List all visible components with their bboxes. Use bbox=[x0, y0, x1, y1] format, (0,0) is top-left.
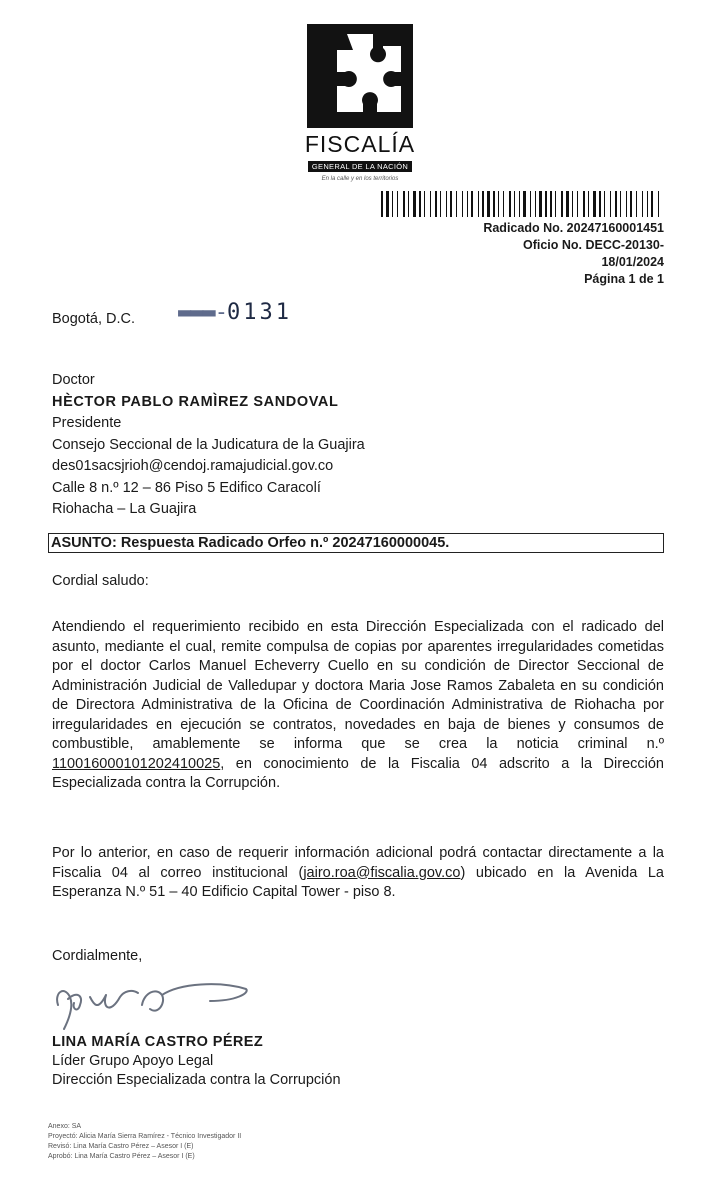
recipient-email: des01sacsjrioh@cendoj.ramajudicial.gov.co bbox=[52, 458, 334, 474]
barcode-bar bbox=[577, 191, 578, 217]
barcode-bar bbox=[566, 191, 569, 217]
barcode-bar bbox=[397, 191, 398, 217]
barcode-bar bbox=[381, 191, 383, 217]
page-number: Página 1 de 1 bbox=[584, 272, 664, 286]
contact-email-link[interactable]: jairo.roa@fiscalia.gov.co bbox=[303, 864, 461, 881]
barcode-bar bbox=[446, 191, 447, 217]
barcode-bar bbox=[386, 191, 389, 217]
barcode bbox=[381, 191, 664, 217]
barcode-bar bbox=[555, 191, 556, 217]
barcode-bar bbox=[588, 191, 589, 217]
radicado-block bbox=[483, 220, 664, 288]
puzzle-logo-icon bbox=[307, 24, 413, 128]
barcode-bar bbox=[545, 191, 547, 217]
barcode-bar bbox=[535, 191, 536, 217]
barcode-bar bbox=[471, 191, 473, 217]
recipient-block bbox=[52, 370, 365, 521]
barcode-bar bbox=[509, 191, 511, 217]
barcode-bar bbox=[498, 191, 499, 217]
oficio-number: Oficio No. DECC-20130- bbox=[522, 238, 664, 252]
barcode-bar bbox=[539, 191, 542, 217]
barcode-bar bbox=[503, 191, 504, 217]
barcode-bar bbox=[658, 191, 659, 217]
oficio-date: 18/01/2024 bbox=[601, 255, 664, 269]
barcode-bar bbox=[408, 191, 409, 217]
handwritten-signature bbox=[50, 975, 260, 1033]
barcode-bar bbox=[419, 191, 421, 217]
barcode-bar bbox=[403, 191, 405, 217]
logo-tagline: En la calle y en los territorios bbox=[321, 176, 399, 182]
barcode-bar bbox=[392, 191, 393, 217]
closing: Cordialmente, bbox=[52, 948, 143, 964]
city-line: Bogotá, D.C. bbox=[52, 311, 136, 327]
barcode-bar bbox=[604, 191, 605, 217]
barcode-bar bbox=[493, 191, 495, 217]
barcode-bar bbox=[450, 191, 452, 217]
barcode-bar bbox=[561, 191, 563, 217]
barcode-bar bbox=[462, 191, 463, 217]
barcode-bar bbox=[599, 191, 601, 217]
paragraph-1-text-b: , en conocimiento de la Fiscalia 04 adscrito a la Dirección Especializada contra la Corrupción. bbox=[52, 755, 664, 791]
barcode-bar bbox=[413, 191, 416, 217]
barcode-bar bbox=[620, 191, 621, 217]
recipient-name: HÈCTOR PABLO RAMÌREZ SANDOVAL bbox=[52, 393, 339, 410]
logo-name: FISCALÍA bbox=[304, 131, 416, 157]
greeting: Cordial saludo: bbox=[52, 573, 149, 589]
radicado-number: Radicado No. 20247160001451 bbox=[483, 221, 664, 235]
paragraph-2-text-b: ) ubicado en la Avenida La Esperanza N.º 51 – 40 Edificio Capital Tower - piso 8. bbox=[52, 864, 664, 900]
barcode-bar bbox=[642, 191, 643, 217]
barcode-bar bbox=[610, 191, 611, 217]
logo-subtitle: GENERAL DE LA NACIÓN bbox=[308, 161, 412, 172]
body-paragraph-2 bbox=[52, 844, 664, 903]
recipient-entity: Consejo Seccional de la Judicatura de la Guajira bbox=[52, 436, 365, 453]
criminal-case-number: 110016000101202410025 bbox=[52, 755, 221, 772]
signer-block bbox=[52, 1033, 341, 1090]
barcode-bar bbox=[583, 191, 585, 217]
barcode-bar bbox=[456, 191, 457, 217]
signer-position: Líder Grupo Apoyo Legal bbox=[52, 1053, 214, 1069]
barcode-bar bbox=[435, 191, 437, 217]
barcode-bar bbox=[514, 191, 515, 217]
barcode-bar bbox=[467, 191, 468, 217]
subject-text: ASUNTO: Respuesta Radicado Orfeo n.º 20247160000045. bbox=[51, 535, 450, 551]
recipient-position: Presidente bbox=[52, 415, 122, 431]
footnote-anexo: Anexo: SA bbox=[48, 1123, 82, 1130]
signer-department: Dirección Especializada contra la Corrupción bbox=[52, 1072, 341, 1088]
barcode-bar bbox=[630, 191, 632, 217]
stamp-number: 0131 bbox=[226, 300, 292, 325]
footnote-proyecto: Proyectó: Alicia María Sierra Ramírez - Técnico Investigador II bbox=[48, 1133, 242, 1140]
barcode-bar bbox=[593, 191, 596, 217]
barcode-bar bbox=[424, 191, 425, 217]
barcode-bar bbox=[478, 191, 479, 217]
barcode-bar bbox=[626, 191, 627, 217]
barcode-bar bbox=[636, 191, 637, 217]
barcode-bar bbox=[572, 191, 573, 217]
barcode-bar bbox=[651, 191, 653, 217]
barcode-bar bbox=[615, 191, 617, 217]
footnote-reviso: Revisó: Lina María Castro Pérez – Asesor I (E) bbox=[48, 1143, 194, 1150]
date-stamp bbox=[178, 300, 292, 325]
stamp-illegible: ▬▬▬- bbox=[178, 300, 227, 325]
barcode-bar bbox=[647, 191, 648, 217]
barcode-bar bbox=[523, 191, 526, 217]
footnotes bbox=[48, 1122, 241, 1162]
paragraph-2-text-a: Por lo anterior, en caso de requerir información adicional podrá contactar directamente a la Fiscalia 04 al correo institucional ( bbox=[52, 845, 664, 881]
body-paragraph-1 bbox=[52, 618, 664, 794]
footnote-aprobo: Aprobó: Lina María Castro Pérez – Asesor I (E) bbox=[48, 1153, 195, 1160]
fiscalia-logo bbox=[300, 24, 420, 182]
barcode-bar bbox=[487, 191, 490, 217]
recipient-title: Doctor bbox=[52, 372, 95, 388]
barcode-bar bbox=[482, 191, 484, 217]
barcode-bar bbox=[519, 191, 520, 217]
barcode-bar bbox=[550, 191, 552, 217]
barcode-bar bbox=[440, 191, 441, 217]
signer-name: LINA MARÍA CASTRO PÉREZ bbox=[52, 1034, 264, 1050]
barcode-bar bbox=[530, 191, 531, 217]
recipient-address: Calle 8 n.º 12 – 86 Piso 5 Edifico Caracolí bbox=[52, 479, 321, 496]
recipient-city: Riohacha – La Guajira bbox=[52, 501, 197, 517]
subject-box bbox=[48, 533, 664, 553]
barcode-bar bbox=[430, 191, 431, 217]
paragraph-1-text-a: Atendiendo el requerimiento recibido en esta Dirección Especializada con el radicado del asunto, mediante el cual, remite compulsa de copias por aparentes irregularidades cometidas por el doctor Carlos Manuel Echeverry Cuello en su condición de Director Seccional de Administración Judicial de Valledupar y doctora Maria Jose Ramos Zabaleta en su condición de Directora Administrativa de la Oficina de Coordinación Administrativa de Riohacha por irregularidades en ejecución se contratos, novedades en baja de bienes y consumos de combustible, amablemente se informa que se crea la noticia criminal n.º bbox=[52, 619, 664, 752]
